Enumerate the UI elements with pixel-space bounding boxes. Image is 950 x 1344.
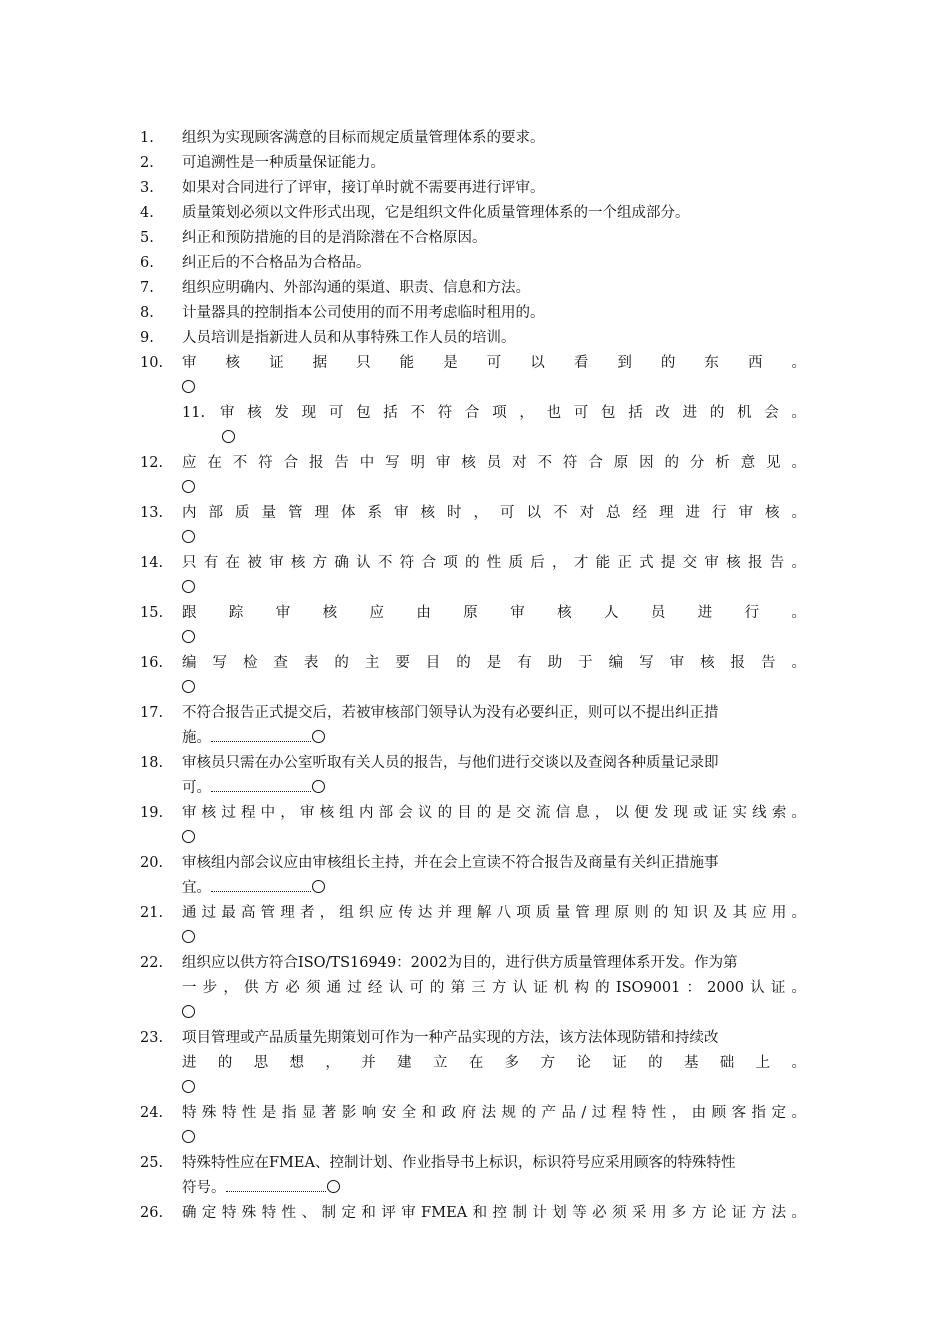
answer-circle-icon	[182, 1130, 195, 1143]
item-text: 项目管理或产品质量先期策划可作为一种产品实现的方法，该方法体现防错和持续改	[182, 1030, 719, 1046]
item-number: 26.	[140, 1205, 164, 1221]
item-number: 19.	[140, 805, 164, 821]
item-text: 不符合报告正式提交后，若被审核部门领导认为没有必要纠正，则可以不提出纠正措	[182, 705, 719, 721]
item-number: 15.	[140, 605, 164, 621]
item-text-continued: 可。	[182, 780, 211, 796]
item-number: 9.	[140, 330, 154, 346]
item-text: 可追溯性是一种质量保证能力。	[182, 155, 385, 171]
answer-circle-icon	[222, 430, 235, 443]
item-text: 质量策划必须以文件形式出现，它是组织文件化质量管理体系的一个组成部分。	[182, 205, 690, 221]
item-text: 编写检查表的主要目的是有助于编写审核报告。	[182, 655, 806, 671]
item-number: 14.	[140, 555, 164, 571]
item-text: 特殊特性是指显著影响安全和政府法规的产品/过程特性，由顾客指定。	[182, 1105, 806, 1121]
item-text: 审核过程中，审核组内部会议的目的是交流信息，以便发现或证实线索。	[182, 805, 806, 821]
answer-line	[182, 476, 195, 501]
item-text-continued: 符号。	[182, 1180, 226, 1196]
answer-line	[222, 426, 235, 451]
item-text-line2: 一步，供方必须通过经认可的第三方认证机构的ISO9001：2000认证。	[182, 980, 806, 996]
answer-line	[182, 1126, 195, 1151]
answer-line	[182, 576, 195, 601]
item-number: 4.	[140, 205, 154, 221]
item-number: 6.	[140, 255, 154, 271]
answer-line	[182, 1076, 195, 1101]
answer-circle-icon	[182, 630, 195, 643]
answer-circle-icon	[182, 680, 195, 693]
answer-circle-icon	[312, 730, 325, 743]
item-text: 审核员只需在办公室听取有关人员的报告，与他们进行交谈以及查阅各种质量记录即	[182, 755, 719, 771]
answer-line	[182, 776, 325, 801]
answer-blank	[211, 879, 311, 892]
item-number: 7.	[140, 280, 154, 296]
answer-circle-icon	[182, 530, 195, 543]
answer-line	[182, 626, 195, 651]
answer-circle-icon	[312, 780, 325, 793]
answer-circle-icon	[327, 1180, 340, 1193]
answer-circle-icon	[182, 480, 195, 493]
item-text: 审核组内部会议应由审核组长主持，并在会上宣读不符合报告及商量有关纠正措施事	[182, 855, 719, 871]
item-number: 8.	[140, 305, 154, 321]
answer-circle-icon	[182, 380, 195, 393]
item-number: 22.	[140, 955, 164, 971]
item-number: 18.	[140, 755, 164, 771]
answer-line	[182, 1176, 340, 1201]
item-number: 5.	[140, 230, 154, 246]
item-text: 跟踪审核应由原审核人员进行。	[182, 605, 806, 621]
item-text-continued: 施。	[182, 730, 211, 746]
answer-circle-icon	[182, 580, 195, 593]
answer-line	[182, 876, 325, 901]
item-text: 组织应以供方符合ISO/TS16949：2002为目的，进行供方质量管理体系开发。作为第	[182, 955, 738, 971]
answer-blank	[211, 729, 311, 742]
answer-circle-icon	[182, 830, 195, 843]
answer-circle-icon	[182, 1080, 195, 1093]
item-number: 11.	[182, 405, 206, 421]
item-number: 12.	[140, 455, 164, 471]
item-text: 纠正后的不合格品为合格品。	[182, 255, 371, 271]
answer-line	[182, 726, 325, 751]
item-number: 20.	[140, 855, 164, 871]
answer-line	[182, 676, 195, 701]
item-number: 17.	[140, 705, 164, 721]
answer-line	[182, 826, 195, 851]
item-text: 通过最高管理者，组织应传达并理解八项质量管理原则的知识及其应用。	[182, 905, 806, 921]
answer-circle-icon	[182, 930, 195, 943]
answer-blank	[226, 1179, 326, 1192]
item-number: 10.	[140, 355, 164, 371]
item-text: 只有在被审核方确认不符合项的性质后，才能正式提交审核报告。	[182, 555, 806, 571]
answer-line	[182, 526, 195, 551]
item-number: 23.	[140, 1030, 164, 1046]
item-text: 内部质量管理体系审核时，可以不对总经理进行审核。	[182, 505, 806, 521]
item-text: 计量器具的控制指本公司使用的而不用考虑临时租用的。	[182, 305, 545, 321]
item-text: 审核发现可包括不符合项，也可包括改进的机会。	[220, 405, 806, 421]
item-text: 确定特殊特性、制定和评审FMEA和控制计划等必须采用多方论证方法。	[182, 1205, 806, 1221]
item-text: 审核证据只能是可以看到的东西。	[182, 355, 806, 371]
item-text: 应在不符合报告中写明审核员对不符合原因的分析意见。	[182, 455, 806, 471]
item-number: 21.	[140, 905, 164, 921]
item-text-continued: 宜。	[182, 880, 211, 896]
item-text-line2: 进的思想，并建立在多方论证的基础上。	[182, 1055, 806, 1071]
item-number: 1.	[140, 130, 154, 146]
item-text: 组织为实现顾客满意的目标而规定质量管理体系的要求。	[182, 130, 545, 146]
item-number: 24.	[140, 1105, 164, 1121]
item-number: 25.	[140, 1155, 164, 1171]
answer-line	[182, 926, 195, 951]
item-number: 16.	[140, 655, 164, 671]
answer-line	[182, 376, 195, 401]
answer-circle-icon	[182, 1005, 195, 1018]
answer-blank	[211, 779, 311, 792]
item-text: 人员培训是指新进人员和从事特殊工作人员的培训。	[182, 330, 516, 346]
item-number: 2.	[140, 155, 154, 171]
item-text: 特殊特性应在FMEA、控制计划、作业指导书上标识，标识符号应采用顾客的特殊特性	[182, 1155, 736, 1171]
answer-line	[182, 1001, 195, 1026]
item-text: 如果对合同进行了评审，接订单时就不需要再进行评审。	[182, 180, 545, 196]
item-text: 纠正和预防措施的目的是消除潜在不合格原因。	[182, 230, 487, 246]
item-number: 13.	[140, 505, 164, 521]
item-text: 组织应明确内、外部沟通的渠道、职责、信息和方法。	[182, 280, 530, 296]
answer-circle-icon	[312, 880, 325, 893]
item-number: 3.	[140, 180, 154, 196]
